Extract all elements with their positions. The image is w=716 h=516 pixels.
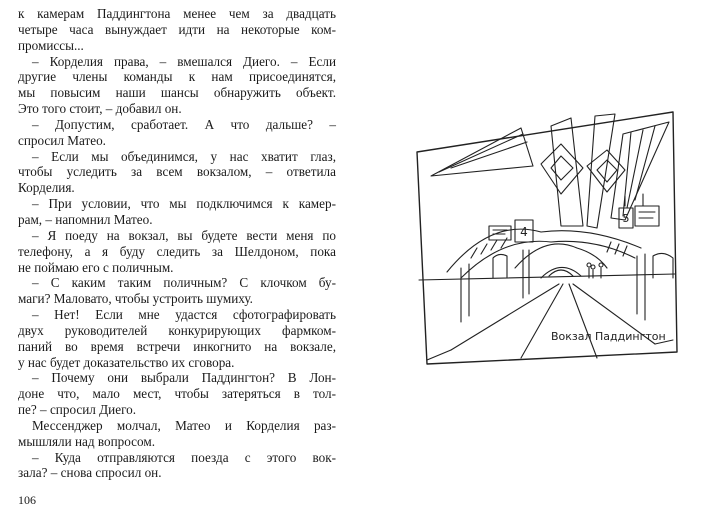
text-line: – Допустим, сработает. А что дальше? – [32,116,336,132]
text-line: маги? Маловато, чтобы устроить шумиху. [18,291,253,307]
text-line: – Нет! Если мне удастся сфотографировать [32,307,336,323]
text-line: телефону, а я буду следить за Шелдоном, пока [18,243,336,259]
text-line: Корделия. [18,180,75,196]
text-line: спросил Матео. [18,132,106,148]
text-line: – С каким таким поличным? С клочком бу- [32,275,336,291]
text-line: Это того стоит, – добавил он. [18,101,182,117]
text-line: – Если мы объединимся, у нас хватит глаз, [32,148,336,164]
text-line: рам, – напомнил Матео. [18,211,153,227]
text-line: паний во время встречи инкогнито на вокзале, [18,338,336,354]
text-line: промиссы... [18,37,84,53]
text-line: двух руководителей конкурирующих фармком- [18,322,336,338]
text-line: пе? – спросил Диего. [18,402,137,418]
station-sketch [411,108,681,370]
text-line: четыре часа вынуждает идти на некоторые ком- [18,21,336,37]
text-line: к камерам Паддингтона менее чем за двадцать [18,6,336,21]
text-line: – Корделия права, – вмешался Диего. – Если [32,53,336,69]
text-line: не поймаю его с поличным. [18,259,174,275]
text-line: у нас будет доказательство их сговора. [18,354,235,370]
text-line: другие члены команды к нам присоединятся, [18,69,336,85]
right-page [358,0,716,516]
text-line: – Почему они выбрали Паддингтон? В Лон- [32,370,336,386]
platform-number-right: 5 [622,212,630,225]
platform-number-left: 4 [520,225,528,239]
page-number: 106 [18,493,36,507]
text-line: – Куда отправляются поезда с этого вок- [32,449,336,465]
text-line: мышляли над вопросом. [18,433,156,449]
sketch-frame [417,112,677,364]
text-line: мы повысим наши шансы обнаружить объект. [18,85,336,101]
illustration [411,108,681,370]
text-line: зала? – снова спросил он. [18,465,162,481]
text-line: – Я поеду на вокзал, вы будете вести меня по [32,227,336,243]
body-text [18,6,336,481]
text-line: доне что, мало мест, чтобы затеряться в тол- [18,386,336,402]
text-line: – При условии, что мы подключимся к камер- [32,196,336,212]
illustration-caption: Вокзал Паддингтон [551,330,666,343]
text-line: Мессенджер молчал, Матео и Корделия раз- [32,417,336,433]
text-line: чтобы уследить за всем вокзалом, – ответила [18,164,336,180]
